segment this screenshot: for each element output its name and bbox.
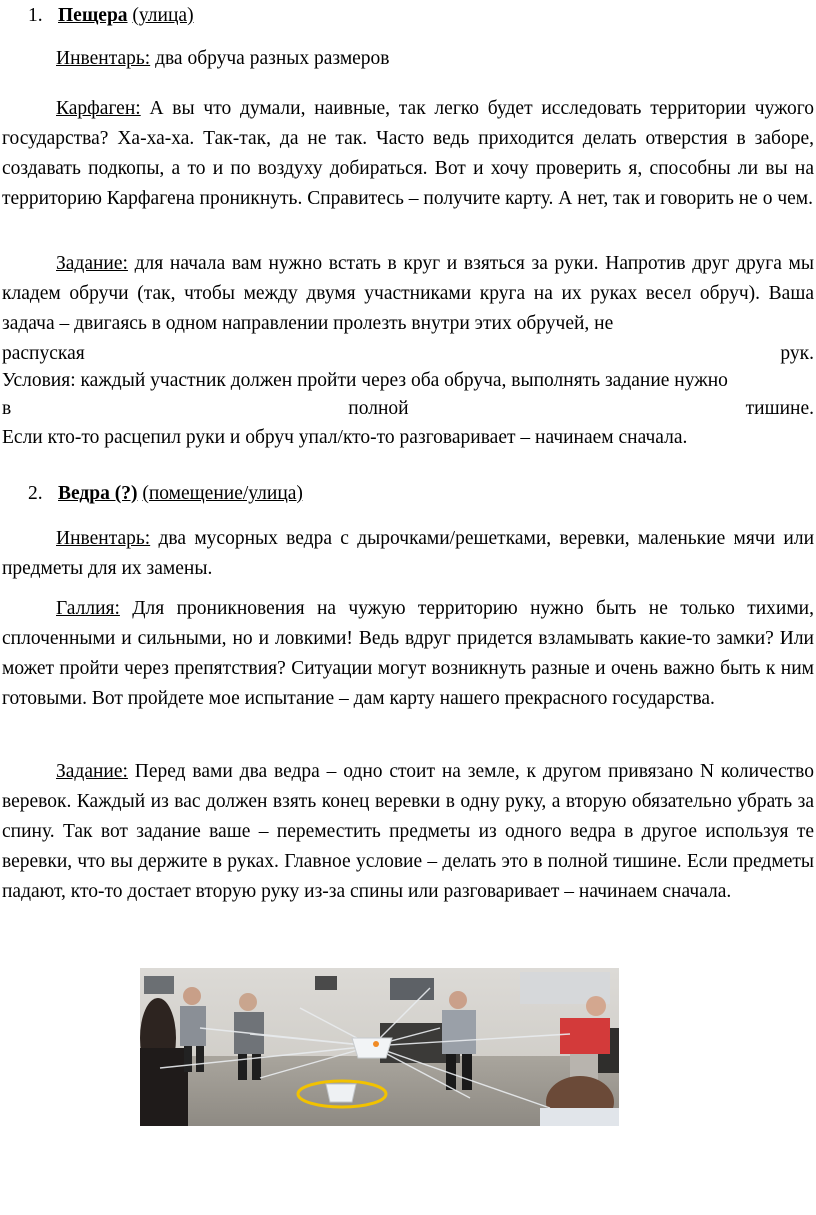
- section1-location: (улица): [132, 5, 194, 26]
- section1-speaker-label: Карфаген:: [56, 98, 141, 119]
- section1-conditions: Условия: каждый участник должен пройти через оба обруча, выполнять задание нужно: [2, 370, 728, 391]
- section1-task-paragraph: [2, 249, 814, 339]
- photo-of-rope-bucket-game: [140, 968, 619, 1126]
- section1-heading: [28, 1, 194, 31]
- section1-conditions-line2-a: в: [2, 398, 12, 419]
- section1-inventory-label: Инвентарь:: [56, 48, 151, 69]
- section2-speaker-paragraph: [2, 594, 814, 714]
- section1-last-line: Если кто-то расцепил руки и обруч упал/кто-то разговаривает – начинаем сначала.: [2, 427, 688, 448]
- section2-inventory-label: Инвентарь:: [56, 528, 151, 549]
- section1-conditions-line2: [2, 394, 814, 424]
- section1-number: 1.: [28, 5, 43, 26]
- section2-task-paragraph: [2, 757, 814, 907]
- section1-speaker-paragraph: [2, 94, 814, 214]
- section1-task-line2-a: распуская: [2, 343, 85, 364]
- section1-task-text: для начала вам нужно встать в круг и взяться за руки. Напротив друг друга мы кладем обручи (так, чтобы между двумя участниками круга на их руках весел обруч). Ваша задача – двигаясь в одном направлении пролезть внутри этих обручей, не: [2, 253, 814, 334]
- section1-conditions-line2-c: тишине.: [745, 398, 814, 419]
- section1-inventory-text: два обруча разных размеров: [155, 48, 390, 69]
- section2-title: Ведра (?): [58, 483, 138, 504]
- section1-inventory: [2, 44, 814, 74]
- section2-inventory: [2, 524, 814, 584]
- section1-conditions-line2-b: полной: [348, 398, 409, 419]
- section2-task-label: Задание:: [56, 761, 128, 782]
- section1-title: Пещера: [58, 5, 128, 26]
- section2-heading: [28, 479, 303, 509]
- section2-task-text: Перед вами два ведра – одно стоит на земле, к другом привязано N количество веревок. Каждый из вас должен взять конец веревки в одну руку, а вторую обязательно убрать за спину. Так вот задание ваше – переместить предметы из одного ведра в другое используя те веревки, что вы держите в руках. Главное условие – делать это в полной тишине. Если предметы падают, кто-то достает вторую руку из-за спины или разговаривает – начинаем сначала.: [2, 761, 815, 902]
- section1-task-line2: [2, 339, 814, 369]
- section2-number: 2.: [28, 483, 43, 504]
- section2-inventory-text: два мусорных ведра с дырочками/решетками, веревки, маленькие мячи или предметы для их замены.: [2, 528, 815, 579]
- section1-task-line2-b: рук.: [780, 343, 814, 364]
- section2-speaker-label: Галлия:: [56, 598, 120, 619]
- section2-location: (помещение/улица): [142, 483, 303, 504]
- section2-speaker-text: Для проникновения на чужую территорию нужно быть не только тихими, сплоченными и сильными, но и ловкими! Ведь вдруг придется взламывать какие-то замки? Или может пройти через препятствия? Ситуации могут возникнуть разные и очень важно быть к ним готовыми. Вот пройдете мое испытание – дам карту нашего прекрасного государства.: [2, 598, 814, 709]
- section1-speaker-text: А вы что думали, наивные, так легко будет исследовать территории чужого государства? Ха-ха-ха. Так-так, да не так. Часто ведь приходится делать отверстия в заборе, создавать подкопы, а то и по воздуху добираться. Вот и хочу проверить я, способны ли вы на территорию Карфагена проникнуть. Справитесь – получите карту. А нет, так и говорить не о чем.: [2, 98, 814, 209]
- section1-task-label: Задание:: [56, 253, 128, 274]
